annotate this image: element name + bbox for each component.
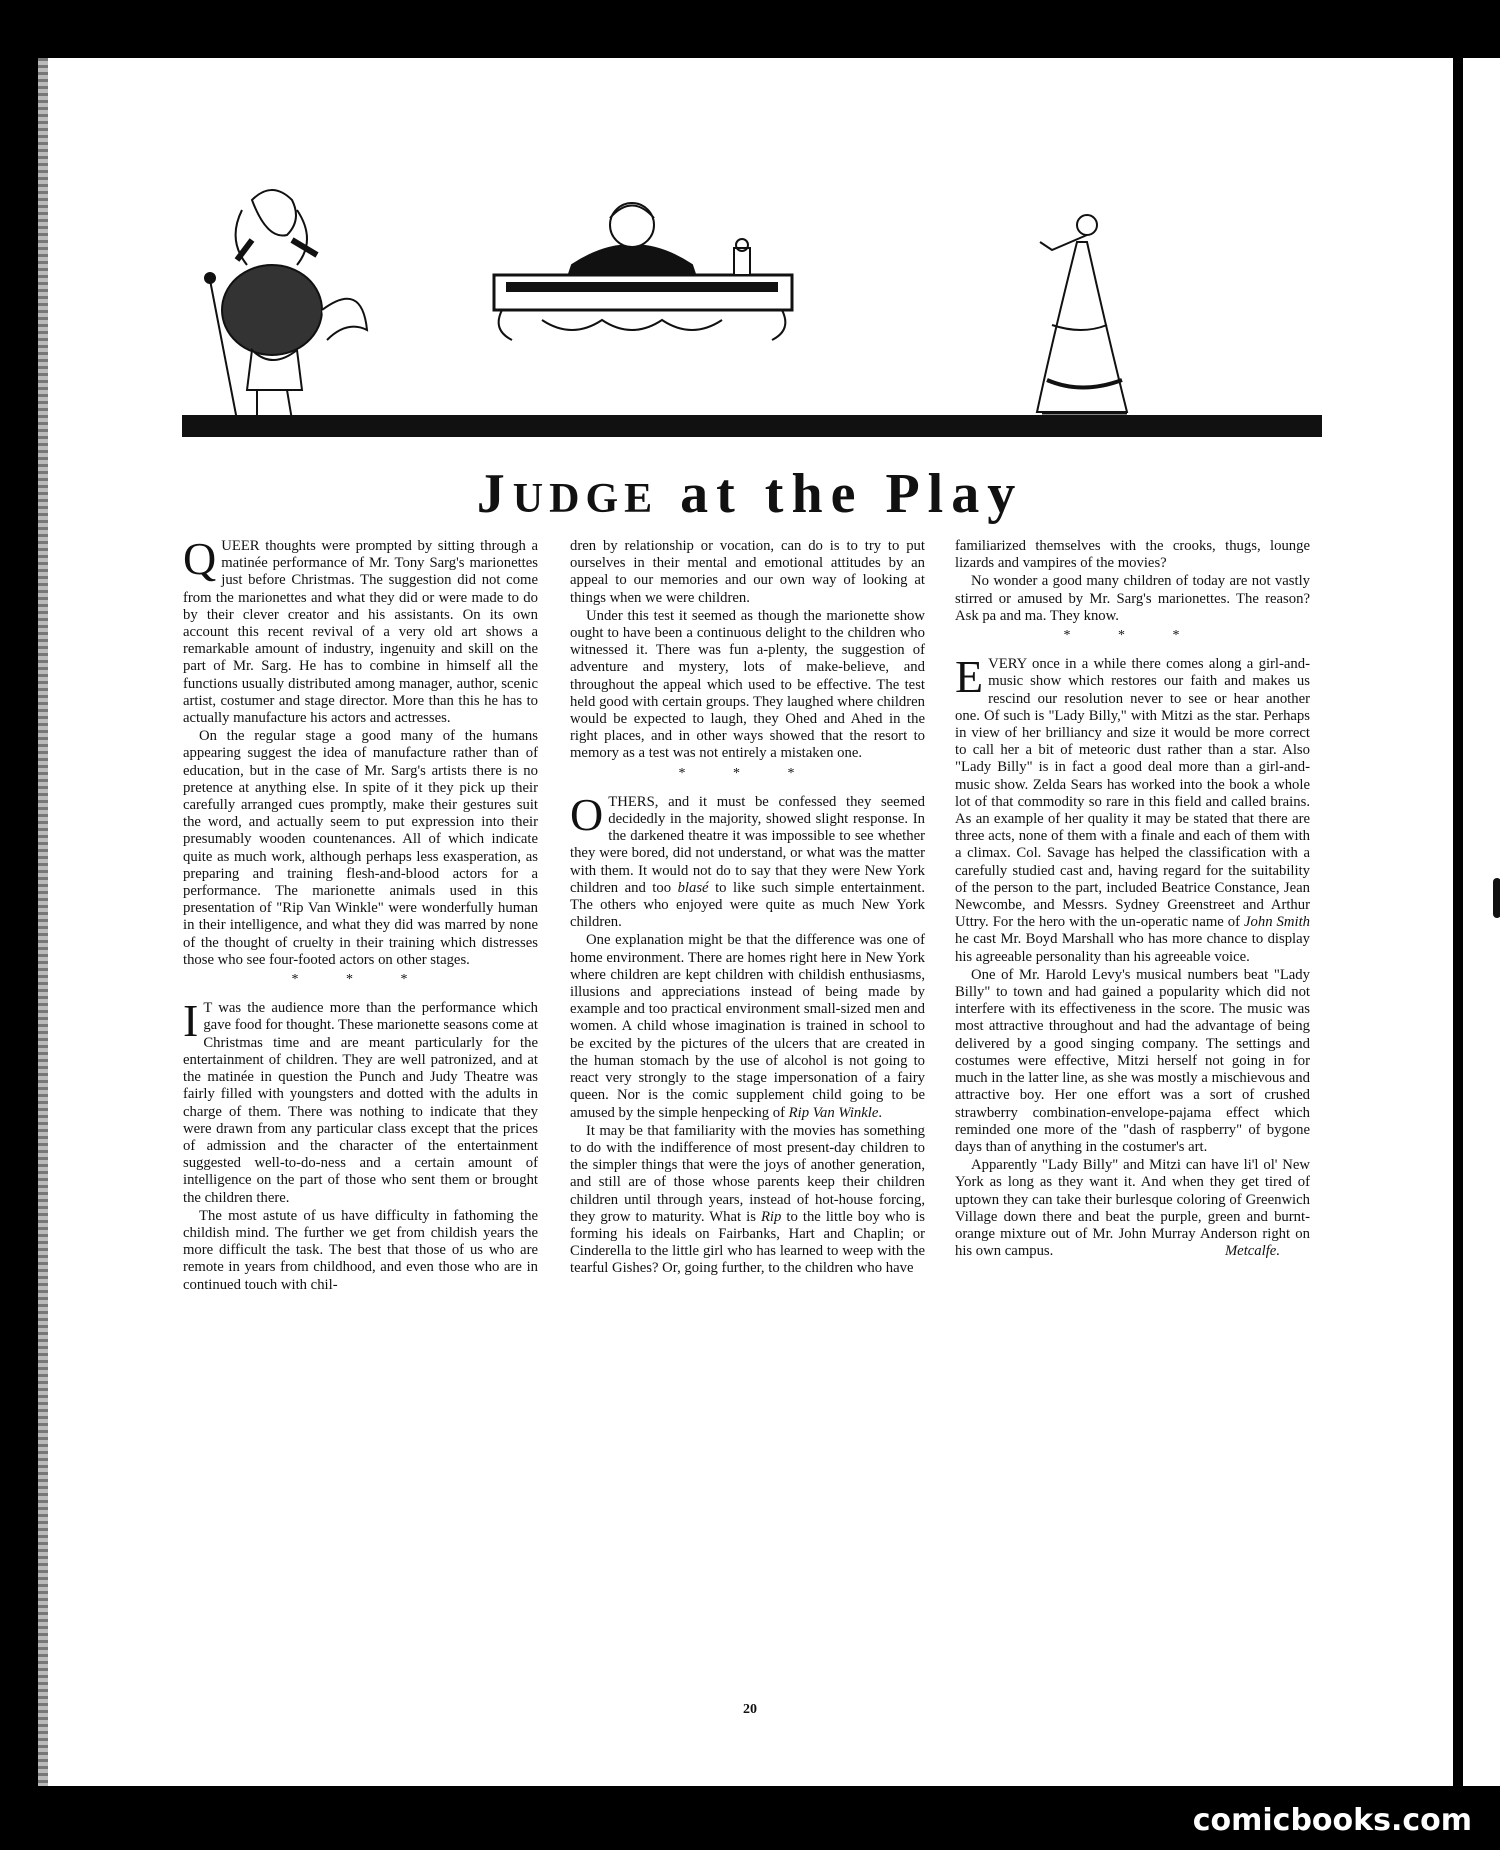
paragraph: No wonder a good many children of today are not vastly stirred or amused by Mr. Sarg's marionettes. The reason? Ask pa and ma. They know.	[955, 573, 1310, 624]
paragraph: One of Mr. Harold Levy's musical numbers beat "Lady Billy" to town and had gained a popularity which did not interfere with its effectiveness in the score. The music was most attractive throughout and had the advantage of being delivered by a good singing company. The settings and costumes were effective, Mitzi herself not going in for much in the latter line, as she was mostly a mischievous and attractive boy. Her one effort was a sort of crushed strawberry combination-envelope-pajama effect which reminded one more of the "dash of raspberry" of bygone days than of anything in the costumer's art.	[955, 966, 1310, 1155]
paragraph: EVERY once in a while there comes along a girl-and-music show which restores our faith and makes us rescind our resolution never to see or hear another one. Of such is "Lady Billy," with Mitzi as the star. Perhaps in view of her brilliancy and size it would be more correct to call her a bit of meteoric dust rather than a star. Also "Lady Billy" is in fact a good deal more than a girl-and-music show. Zelda Sears has worked into the book a whole lot of that commodity so rare in this field and called brains. As an example of her quality it may be stated that there are three acts, none of them with a finale and each of them with a climax. Col. Savage has helped the classification with a carefully studied cast and, having regard for the suitability of the person to the part, included Beatrice Constance, Jean Newcombe, and Messrs. Sydney Greenstreet and Arthur Uttry. For the hero with the un-operatic name of John Smith he cast Mr. Boyd Marshall who has more chance to display his agreeable personality than his agreeable voice.	[955, 651, 1310, 965]
paragraph: QUEER thoughts were prompted by sitting through a matinée performance of Mr. Tony Sarg's marionettes just before Christmas. The suggestion did not come from the marionettes and what they did or were made to do by their clever creator and his assistants. On its own account this recent revival of a very old art shows a remarkable amount of industry, ingenuity and skill on the part of Mr. Sarg. He has to combine in himself all the functions usually distributed among manager, author, scenic artist, costumer and stage director. More than this he has to actually manufacture his actors and actresses.	[183, 533, 538, 727]
next-page-sliver	[1463, 58, 1500, 1786]
paragraph: Apparently "Lady Billy" and Mitzi can have li'l ol' New York as long as they want it. And when they get tired of uptown they can take their burlesque coloring of Greenwich Village down there and beat the purple, green and burnt-orange mixture out of Mr. John Murray Anderson right on his own campus. Metcalfe.	[955, 1157, 1310, 1260]
section-separator: * * *	[1063, 628, 1202, 644]
drop-cap: I	[183, 995, 199, 1047]
drop-cap: O	[570, 788, 604, 840]
paragraph: On the regular stage a good many of the humans appearing suggest the idea of manufacture rather than of education, but in the case of Mr. Sarg's artists there is no pretence at anything else. In spite of it they pick up their carefully arranged cues promptly, make their gestures suit the word, and actually seem to put expression into their presumably wooden countenances. All of which indicate quite as much work, although perhaps less exasperation, as preparing and training flesh-and-blood actors for a performance. The marionette animals used in this presentation of "Rip Van Winkle" were wonderfully human in their intelligence, and what they did was marred by none of the thought of cruelty in their training which distresses those who see four-footed actors on other stages.	[183, 728, 538, 968]
section-separator: * * *	[291, 972, 430, 988]
article-column-2	[570, 538, 925, 1279]
paragraph: It may be that familiarity with the movies has something to do with the indifference of most present-day children to the simpler things that were the joys of another generation, and still are of those whose parents keep their children children until through years, instead of hot-house forcing, they grow to maturity. What is Rip to the little boy who is forming his ideals on Fairbanks, Hart and Chaplin; or Cinderella to the little girl who has learned to weep with the tearful Gishes? Or, going further, to the children who have	[570, 1122, 925, 1277]
cavalier-figure	[205, 190, 367, 420]
page-binding-edge	[38, 58, 48, 1786]
article-column-3	[955, 538, 1310, 1261]
section-separator: * * *	[678, 765, 817, 781]
dancer-figure	[1037, 215, 1127, 413]
paragraph: dren by relationship or vocation, can do is to try to put ourselves in their mental and emotional attitudes by an appeal to our memories and our own way of looking at things when we were children.	[570, 538, 925, 606]
drop-cap: Q	[183, 533, 217, 584]
author-signature: Metcalfe.	[1224, 1243, 1280, 1260]
paragraph: OTHERS, and it must be confessed they seemed decidedly in the majority, showed slight response. In the darkened theatre it was impossible to see whether they were bored, did not understand, or what was the matter with them. It would not do to say that they were New York children and too blasé to like such simple entertainment. The others who enjoyed were quite as much New York children.	[570, 788, 925, 931]
watermark-logo: comicbooks.com	[1192, 1803, 1472, 1838]
article-column-1	[183, 533, 538, 1295]
paragraph: I T was the audience more than the performance which gave food for thought. These marionette seasons come at Christmas time and are meant particularly for the entertainment of children. They are well patronized, and at the matinée in question the Punch and Judy Theatre was fairly filled with youngsters and dotted with the adults in charge of them. There was nothing to indicate that they were drawn from any particular class except that the prices of admission and the character of the entertainment suggested well-to-do-ness and a certain amount of intelligence on the part of those who sent them or brought the children there.	[183, 995, 538, 1206]
paragraph: Under this test it seemed as though the marionette show ought to have been a continuous delight to the children who witnessed it. There was fun a-plenty, the suggestion of adventure and mystery, lots of make-believe, and throughout the appeal which used to be effective. The test held good with certain groups. They laughed where children would be expected to laugh, they Ohed and Ahed in the right places, and in other ways showed that the resort to memory as a test was not entirely a mistaken one.	[570, 607, 925, 762]
drop-cap: E	[955, 651, 984, 703]
article-title: JUDGE at the Play	[476, 463, 1024, 525]
paragraph: familiarized themselves with the crooks, thugs, lounge lizards and vampires of the movies?	[955, 538, 1310, 572]
header-illustration	[182, 170, 1322, 445]
illustration-ground-bar	[182, 415, 1322, 437]
paragraph: One explanation might be that the difference was one of home environment. There are homes right here in New York where children are kept children with childish enthusiasms, illusions and appreciations instead of being made by example and too practical environment small-sized men and women. A child whose imagination is trained in school to be excited by the pictures of the ulcers that are created in the human stomach by the use of alcohol is not going to react very strongly to the stage impersonation of a fairy queen. Nor is the comic supplement child going to be amused by the simple henpecking of Rip Van Winkle.	[570, 932, 925, 1121]
judge-at-desk-figure	[494, 203, 792, 340]
paragraph: The most astute of us have difficulty in fathoming the childish mind. The further we get from childish years the more difficult the task. The best that those of us who are remote in years from childhood, and even those who are in continued touch with chil-	[183, 1207, 538, 1293]
page-number: 20	[743, 1702, 757, 1717]
